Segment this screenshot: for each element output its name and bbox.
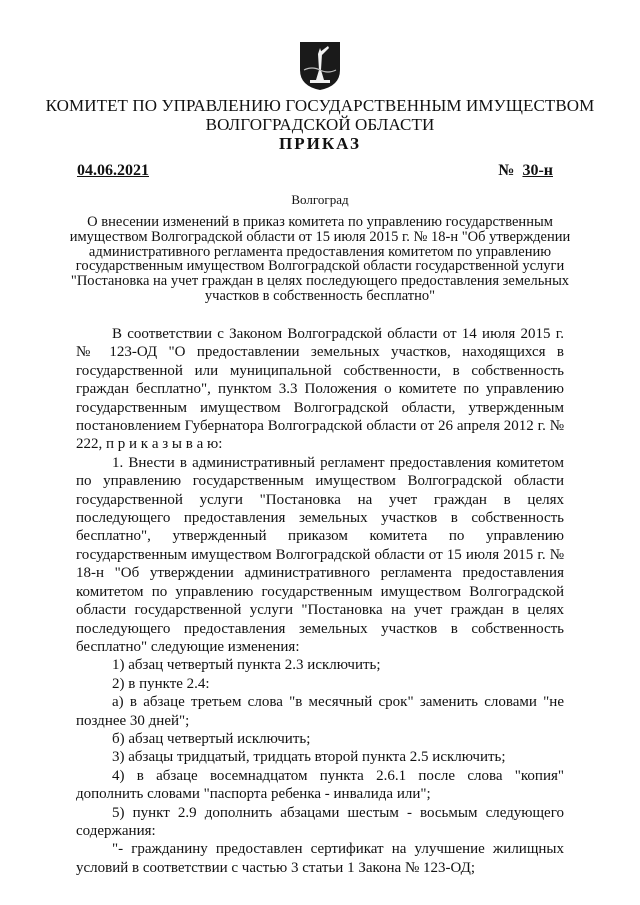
- document-number: [498, 162, 553, 180]
- list-item: 5) пункт 2.9 дополнить абзацами шестым - восьмым следующего содержания:: [76, 804, 564, 839]
- list-item: 4) в абзаце восемнадцатом пункта 2.6.1 после слова "копия" дополнить словами "паспорта ребенка - инвалида или";: [76, 767, 564, 803]
- number-label: №: [498, 162, 515, 179]
- document-subject: О внесении изменений в приказ комитета по управлению государственным имуществом Волгоградской области от 15 июля 2015 г. № 18-н "Об утверждении административного регламента предоставления комитетом по управлению государственным имуществом Волгоградской области государственной услуги "Постановка на учет граждан в целях последующего предоставления земельных участков в собственность бесплатно": [69, 214, 571, 304]
- list-item: 2) в пункте 2.4:: [112, 675, 210, 692]
- list-item: б) абзац четвертый исключить;: [112, 730, 311, 747]
- document-type: ПРИКАЗ: [279, 134, 361, 153]
- city: Волгоград: [291, 192, 349, 207]
- list-item: 1) абзац четвертый пункта 2.3 исключить;: [112, 657, 381, 674]
- volgograd-coat-of-arms-icon: [298, 40, 342, 92]
- document-date: 04.06.2021: [77, 162, 149, 179]
- list-item: а) в абзаце третьем слова "в месячный срок" заменить словами "не позднее 30 дней";: [76, 694, 564, 729]
- quoted-paragraph: "- гражданину предоставлен сертификат на улучшение жилищных условий в соответствии с частью 3 статьи 1 Закона № 123-ОД;: [76, 841, 564, 876]
- organization-name: [0, 96, 640, 134]
- list-item: 3) абзацы тридцатый, тридцать второй пункта 2.5 исключить;: [112, 749, 506, 766]
- number-value: 30-н: [522, 162, 553, 179]
- paragraph-1: 1. Внести в административный регламент предоставления комитетом по управлению государственным имуществом Волгоградской области государственной услуги "Постановка на учет граждан в целях последующего предоставления земельных участков в собственность бесплатно", утвержденный приказом комитета по управлению государственным имуществом Волгоградской области от 15 июля 2015 г. № 18-н "Об утверждении административного регламента предоставления комитетом по управлению государственным имуществом Волгоградской области государственной услуги "Постановка на учет граждан в целях последующего предоставления земельных участков в собственность бесплатно" следующие изменения:: [76, 454, 564, 655]
- organization-name-line-1: КОМИТЕТ ПО УПРАВЛЕНИЮ ГОСУДАРСТВЕННЫМ ИМУЩЕСТВОМ: [45, 96, 595, 115]
- document-body: [76, 325, 564, 877]
- preamble-paragraph: В соответствии с Законом Волгоградской области от 14 июля 2015 г. № 123-ОД "О предоставлении земельных участков, находящихся в государственной или муниципальной собственности, в собственность граждан бесплатно", пунктом 3.3 Положения о комитете по управлению государственным имуществом Волгоградской области, утвержденным постановлением Губернатора Волгоградской области от 26 апреля 2012 г. № 222, п р и к а з ы в а ю:: [76, 326, 564, 453]
- organization-name-line-2: ВОЛГОГРАДСКОЙ ОБЛАСТИ: [205, 115, 435, 134]
